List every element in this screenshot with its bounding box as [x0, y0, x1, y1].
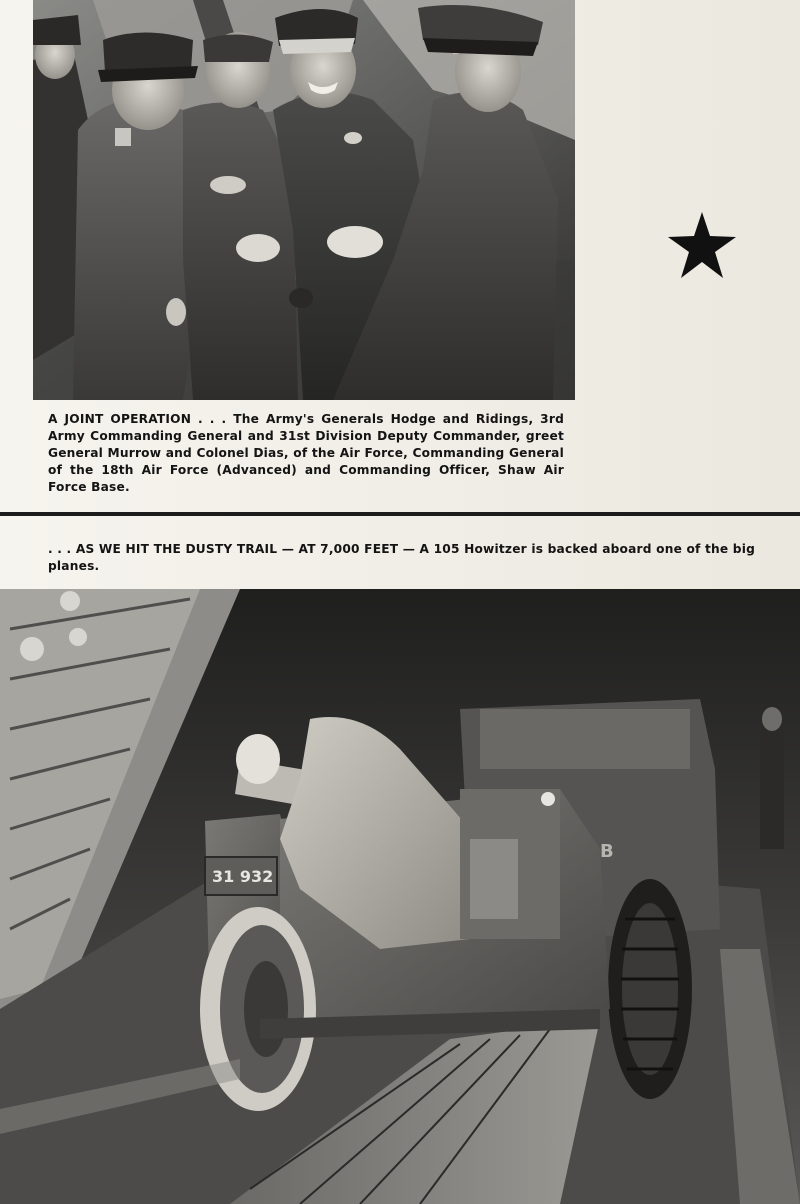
vehicle-plate: 31 932 — [212, 867, 274, 886]
section-divider — [0, 512, 800, 516]
bottom-caption: . . . AS WE HIT THE DUSTY TRAIL — AT 7,000 FEET — A 105 Howitzer is backed aboard one of the big planes. — [48, 542, 756, 573]
officers-handshake-photo — [33, 0, 575, 400]
star-icon — [668, 212, 736, 278]
top-caption: A JOINT OPERATION . . . The Army's Generals Hodge and Ridings, 3rd Army Commanding General and 31st Division Deputy Commander, greet General Murrow and Colonel Dias, of the Air Force, Commanding General of the 18th Air Force (Advanced) and Commanding Officer, Shaw Air Force Base. — [48, 412, 564, 494]
stencil-letter: B — [600, 841, 614, 862]
howitzer-loading-photo — [0, 589, 800, 1204]
